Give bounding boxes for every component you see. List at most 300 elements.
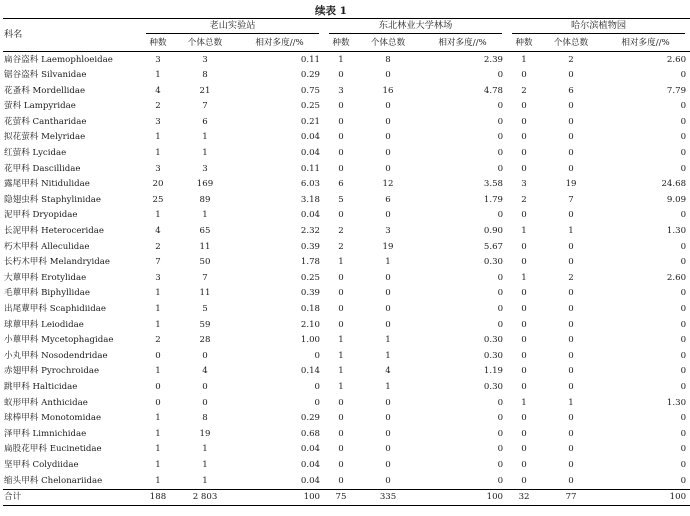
family-name-cell: 锯谷盗科 Silvanidae [4, 70, 87, 81]
individual-total-cell: 0 [568, 304, 574, 314]
species-count-cell: 5 [338, 194, 344, 205]
relative-abundance-cell: 0 [680, 116, 687, 127]
species-count-cell: 1 [338, 381, 344, 392]
individual-total-cell: 0 [568, 101, 574, 112]
species-count-cell: 4 [155, 226, 161, 237]
relative-abundance-cell: 0 [680, 101, 687, 112]
individual-total-cell: 1 [568, 226, 574, 237]
species-count-cell: 1 [338, 350, 344, 361]
table-row [3, 68, 690, 84]
table-row [3, 83, 690, 99]
header-row-sites [3, 19, 690, 37]
family-name-cell: 赤翅甲科 Pyrochroidae [4, 366, 100, 377]
species-count-cell: 0 [338, 272, 344, 283]
relative-abundance-cell: 0.29 [300, 413, 321, 424]
individual-total-header: 个体总数 [370, 38, 406, 49]
family-name-cell: 蚁形甲科 Anthicidae [4, 397, 88, 408]
individual-total-cell: 0 [385, 397, 391, 408]
relative-abundance-cell: 6.03 [300, 179, 321, 190]
relative-abundance-cell: 3.18 [300, 194, 321, 205]
family-name-cell: 小蕈甲科 Mycetophagidae [4, 335, 114, 346]
species-count-cell: 75 [324, 489, 358, 505]
table-row [3, 333, 690, 349]
individual-total-cell: 0 [568, 428, 574, 439]
family-name-cell: 花萤科 Cantharidae [4, 116, 87, 127]
species-count-cell: 1 [155, 148, 161, 159]
species-count-cell: 0 [521, 116, 527, 127]
species-count-cell: 0 [521, 257, 527, 268]
relative-abundance-cell: 0.39 [300, 241, 321, 252]
species-count-cell: 4 [155, 85, 161, 96]
family-name-cell: 泽甲科 Limnichidae [4, 428, 87, 439]
individual-total-cell: 0 [568, 444, 574, 455]
relative-abundance-cell: 0 [497, 413, 504, 424]
individual-total-cell: 3 [385, 226, 391, 237]
species-count-cell: 0 [338, 413, 344, 424]
individual-total-cell: 1 [202, 459, 208, 470]
family-name-cell: 球蕈甲科 Leiodidae [4, 319, 84, 330]
table-row [3, 114, 690, 130]
table-row [3, 286, 690, 302]
table-row [3, 457, 690, 473]
relative-abundance-cell: 0.14 [300, 366, 321, 377]
individual-total-cell: 1 [202, 475, 208, 486]
site-header-harbin-botanical-garden: 哈尔滨植物园 [507, 19, 690, 37]
site-header-laoshan: 老山实验站 [141, 19, 324, 37]
individual-total-cell: 1 [385, 350, 391, 361]
individual-total-cell: 3 [202, 54, 208, 65]
species-count-cell: 1 [155, 288, 161, 299]
relative-abundance-cell: 2.60 [666, 272, 687, 283]
individual-total-cell: 7 [202, 272, 208, 283]
individual-total-cell: 1 [385, 381, 391, 392]
relative-abundance-cell: 0 [497, 459, 504, 470]
relative-abundance-cell: 1.00 [300, 335, 321, 346]
site-header-nefu-forest-farm: 东北林业大学林场 [324, 19, 507, 37]
table-row [3, 130, 690, 146]
species-count-cell: 0 [338, 288, 344, 299]
species-count-cell: 20 [152, 179, 164, 190]
species-count-cell: 2 [338, 226, 344, 237]
table-row [3, 208, 690, 224]
table-row [3, 395, 690, 411]
species-count-cell: 0 [521, 350, 527, 361]
individual-total-cell: 1 [202, 132, 208, 143]
species-count-cell: 188 [141, 489, 175, 505]
individual-total-cell: 4 [385, 366, 391, 377]
relative-abundance-cell: 0 [497, 132, 504, 143]
individual-total-cell: 0 [202, 397, 208, 408]
individual-total-cell: 1 [202, 444, 208, 455]
individual-total-cell: 0 [568, 132, 574, 143]
species-count-cell: 1 [338, 335, 344, 346]
species-count-cell: 0 [338, 304, 344, 314]
relative-abundance-cell: 1.30 [666, 397, 687, 408]
species-count-cell: 1 [155, 413, 161, 424]
relative-abundance-cell: 0.11 [300, 54, 321, 65]
individual-total-cell: 0 [568, 288, 574, 299]
individual-total-cell: 0 [202, 350, 208, 361]
individual-total-cell: 12 [382, 179, 394, 190]
species-count-cell: 0 [338, 116, 344, 127]
species-count-cell: 2 [155, 335, 161, 346]
family-name-cell: 小丸甲科 Nosodendridae [4, 350, 108, 361]
species-count-cell: 1 [155, 132, 161, 143]
table-row [3, 161, 690, 177]
family-name-cell: 扁谷盗科 Laemophloeidae [4, 54, 113, 65]
family-name-cell: 拟花萤科 Melyridae [4, 132, 86, 143]
individual-total-cell: 6 [385, 194, 391, 205]
individual-total-cell: 0 [385, 288, 391, 299]
individual-total-cell: 0 [568, 381, 574, 392]
relative-abundance-cell: 7.79 [666, 85, 687, 96]
species-count-cell: 0 [521, 132, 527, 143]
relative-abundance-cell: 0.21 [300, 116, 321, 127]
relative-abundance-cell: 2.60 [666, 54, 687, 65]
species-count-cell: 2 [521, 85, 527, 96]
table-row [3, 224, 690, 240]
species-count-cell: 0 [521, 241, 527, 252]
relative-abundance-cell: 0 [497, 210, 504, 221]
individual-total-cell: 0 [568, 475, 574, 486]
relative-abundance-cell: 0 [680, 241, 687, 252]
species-count-cell: 0 [338, 459, 344, 470]
relative-abundance-cell: 0 [680, 381, 687, 392]
species-count-cell: 1 [338, 366, 344, 377]
species-count-cell: 0 [521, 70, 527, 81]
relative-abundance-cell: 0 [497, 101, 504, 112]
relative-abundance-cell: 0.30 [483, 257, 504, 268]
species-count-cell: 2 [521, 194, 527, 205]
relative-abundance-cell: 0.30 [483, 335, 504, 346]
individual-total-cell: 2 [568, 272, 574, 283]
table-row [3, 426, 690, 442]
family-name-cell: 泥甲科 Dryopidae [4, 210, 78, 221]
relative-abundance-cell: 0.04 [300, 132, 321, 143]
individual-total-cell: 0 [385, 475, 391, 486]
individual-total-cell: 0 [385, 148, 391, 159]
relative-abundance-cell: 0.29 [300, 70, 321, 81]
species-count-cell: 0 [155, 381, 161, 392]
species-count-cell: 3 [338, 85, 344, 96]
relative-abundance-cell: 0.11 [300, 163, 321, 174]
family-name-cell: 花甲科 Dascillidae [4, 163, 81, 174]
species-count-cell: 1 [155, 210, 161, 221]
individual-total-cell: 5 [202, 304, 208, 314]
total-row [3, 489, 690, 505]
table-row [3, 442, 690, 458]
relative-abundance-cell: 0.68 [300, 428, 321, 439]
relative-abundance-cell: 0 [680, 350, 687, 361]
individual-total-cell: 0 [568, 70, 574, 81]
individual-total-cell: 0 [202, 381, 208, 392]
relative-abundance-cell: 0 [497, 319, 504, 330]
relative-abundance-cell: 0 [497, 148, 504, 159]
individual-total-cell: 8 [202, 413, 208, 424]
individual-total-cell: 0 [568, 459, 574, 470]
individual-total-cell: 21 [199, 85, 211, 96]
species-count-cell: 0 [338, 210, 344, 221]
table-row [3, 146, 690, 162]
relative-abundance-cell: 0 [680, 459, 687, 470]
individual-total-cell: 89 [199, 194, 211, 205]
individual-total-cell: 0 [385, 304, 391, 314]
individual-total-cell: 6 [202, 116, 208, 127]
relative-abundance-cell: 0 [497, 475, 504, 486]
relative-abundance-cell: 0.04 [300, 210, 321, 221]
individual-total-cell: 4 [202, 366, 208, 377]
individual-total-cell: 11 [199, 288, 211, 299]
species-count-cell: 0 [521, 210, 527, 221]
table-row [3, 348, 690, 364]
species-count-cell: 0 [155, 397, 161, 408]
individual-total-cell: 7 [568, 194, 574, 205]
table-row [3, 52, 690, 68]
individual-total-cell: 0 [385, 319, 391, 330]
relative-abundance-cell: 9.09 [666, 194, 687, 205]
relative-abundance-cell: 0 [497, 116, 504, 127]
relative-abundance-cell: 0.18 [300, 304, 321, 314]
relative-abundance-cell: 0.04 [300, 444, 321, 455]
species-count-header: 种数 [515, 38, 533, 49]
table-row [3, 177, 690, 193]
individual-total-cell: 0 [568, 116, 574, 127]
individual-total-cell: 77 [541, 489, 601, 505]
individual-total-cell: 0 [385, 459, 391, 470]
species-count-cell: 0 [338, 319, 344, 330]
species-count-cell: 1 [155, 459, 161, 470]
individual-total-cell: 0 [385, 70, 391, 81]
species-count-cell: 0 [521, 319, 527, 330]
individual-total-cell: 0 [385, 444, 391, 455]
relative-abundance-cell: 0 [680, 475, 687, 486]
species-count-cell: 1 [155, 304, 161, 314]
individual-total-cell: 11 [199, 241, 211, 252]
species-count-cell: 0 [338, 101, 344, 112]
relative-abundance-cell: 0 [497, 397, 504, 408]
relative-abundance-cell: 0 [314, 381, 321, 392]
table-caption: 续表 1 [315, 5, 347, 17]
table-row [3, 379, 690, 395]
species-count-cell: 1 [155, 319, 161, 330]
relative-abundance-cell: 100 [235, 489, 324, 505]
relative-abundance-cell: 2.32 [300, 226, 321, 237]
individual-total-header: 个体总数 [187, 38, 223, 49]
relative-abundance-cell: 0 [680, 288, 687, 299]
species-count-cell: 0 [521, 459, 527, 470]
relative-abundance-cell: 0 [680, 413, 687, 424]
individual-total-cell: 0 [385, 101, 391, 112]
individual-total-cell: 0 [568, 257, 574, 268]
species-count-cell: 2 [338, 241, 344, 252]
species-count-header: 种数 [332, 38, 350, 49]
species-count-cell: 3 [155, 116, 161, 127]
individual-total-cell: 0 [568, 335, 574, 346]
individual-total-cell: 0 [568, 413, 574, 424]
family-name-cell: 红萤科 Lycidae [4, 148, 67, 159]
species-count-cell: 3 [155, 272, 161, 283]
species-count-cell: 0 [155, 350, 161, 361]
species-count-cell: 0 [338, 148, 344, 159]
relative-abundance-cell: 0 [680, 132, 687, 143]
species-count-cell: 1 [338, 257, 344, 268]
relative-abundance-cell: 0 [680, 148, 687, 159]
relative-abundance-header: 相对多度//% [438, 38, 487, 49]
table-row [3, 364, 690, 380]
family-name-cell: 隐翅虫科 Staphylinidae [4, 194, 101, 205]
species-count-cell: 0 [338, 163, 344, 174]
relative-abundance-cell: 0.39 [300, 288, 321, 299]
family-name-cell: 露尾甲科 Nitidulidae [4, 179, 90, 190]
species-count-cell: 2 [155, 101, 161, 112]
relative-abundance-cell: 100 [418, 489, 507, 505]
table-body [3, 52, 690, 506]
relative-abundance-cell: 0.25 [300, 101, 321, 112]
relative-abundance-cell: 0 [680, 335, 687, 346]
family-name-cell: 花蚤科 Mordellidae [4, 85, 86, 96]
species-count-cell: 1 [155, 70, 161, 81]
relative-abundance-cell: 3.58 [483, 179, 504, 190]
species-count-cell: 32 [507, 489, 541, 505]
species-count-cell: 0 [521, 335, 527, 346]
relative-abundance-cell: 0 [497, 272, 504, 283]
species-count-cell: 0 [521, 304, 527, 314]
individual-total-cell: 1 [202, 210, 208, 221]
individual-total-cell: 0 [385, 163, 391, 174]
relative-abundance-cell: 0.04 [300, 475, 321, 486]
family-name-cell: 扁股花甲科 Eucinetidae [4, 444, 102, 455]
species-count-cell: 0 [521, 428, 527, 439]
table-row [3, 411, 690, 427]
species-count-cell: 0 [521, 148, 527, 159]
relative-abundance-cell: 0 [497, 428, 504, 439]
species-count-cell: 1 [338, 54, 344, 65]
family-name-cell: 毛蕈甲科 Biphyllidae [4, 288, 91, 299]
family-name-cell: 球棒甲科 Monotomidae [4, 413, 102, 424]
species-count-cell: 1 [521, 272, 527, 283]
species-count-cell: 0 [521, 288, 527, 299]
species-count-cell: 0 [338, 132, 344, 143]
individual-total-cell: 7 [202, 101, 208, 112]
individual-total-cell: 6 [568, 85, 574, 96]
species-count-cell: 0 [521, 381, 527, 392]
individual-total-cell: 0 [385, 428, 391, 439]
species-count-cell: 6 [338, 179, 344, 190]
species-count-cell: 0 [521, 366, 527, 377]
species-count-cell: 2 [155, 241, 161, 252]
relative-abundance-cell: 24.68 [661, 179, 687, 190]
individual-total-cell: 59 [199, 319, 211, 330]
family-name-cell: 坚甲科 Colydiidae [4, 459, 79, 470]
relative-abundance-cell: 0.04 [300, 148, 321, 159]
species-count-cell: 1 [155, 428, 161, 439]
species-count-cell: 0 [521, 163, 527, 174]
table-row [3, 99, 690, 115]
relative-abundance-cell: 0 [314, 350, 321, 361]
table-row [3, 317, 690, 333]
relative-abundance-header: 相对多度//% [255, 38, 304, 49]
species-count-cell: 0 [338, 475, 344, 486]
relative-abundance-cell: 0.04 [300, 459, 321, 470]
family-name-cell: 朽木甲科 Alleculidae [4, 241, 90, 252]
species-count-cell: 1 [521, 397, 527, 408]
family-name-cell: 跳甲科 Halticidae [4, 381, 78, 392]
family-name-cell: 长朽木甲科 Melandryidae [4, 257, 110, 268]
table-row [3, 239, 690, 255]
family-name-cell: 缩头甲科 Chelonariidae [4, 475, 103, 486]
individual-total-cell: 8 [385, 54, 391, 65]
relative-abundance-cell: 0.25 [300, 272, 321, 283]
relative-abundance-cell: 4.78 [483, 85, 504, 96]
species-count-cell: 0 [521, 444, 527, 455]
individual-total-cell: 0 [385, 132, 391, 143]
individual-total-cell: 65 [199, 226, 211, 237]
family-name-cell: 大蕈甲科 Erotylidae [4, 272, 87, 283]
relative-abundance-cell: 0 [680, 444, 687, 455]
individual-total-cell: 2 803 [175, 489, 235, 505]
species-count-cell: 1 [521, 54, 527, 65]
individual-total-cell: 0 [385, 116, 391, 127]
species-count-header: 种数 [149, 38, 167, 49]
individual-total-cell: 1 [202, 148, 208, 159]
relative-abundance-cell: 1.30 [666, 226, 687, 237]
relative-abundance-cell: 0 [680, 257, 687, 268]
individual-total-cell: 335 [358, 489, 418, 505]
relative-abundance-cell: 1.79 [483, 194, 504, 205]
relative-abundance-cell: 0 [497, 444, 504, 455]
species-count-cell: 1 [155, 366, 161, 377]
individual-total-cell: 28 [199, 335, 211, 346]
relative-abundance-cell: 1.78 [300, 257, 321, 268]
family-name-cell: 长泥甲科 Heteroceridae [4, 226, 104, 237]
relative-abundance-cell: 0.75 [300, 85, 321, 96]
individual-total-cell: 0 [385, 413, 391, 424]
species-count-cell: 0 [338, 444, 344, 455]
species-count-cell: 1 [155, 444, 161, 455]
species-count-cell: 7 [155, 257, 161, 268]
relative-abundance-cell: 0 [314, 397, 321, 408]
table-row [3, 255, 690, 271]
relative-abundance-cell: 0 [680, 366, 687, 377]
relative-abundance-cell: 0 [497, 163, 504, 174]
relative-abundance-cell: 0 [680, 163, 687, 174]
individual-total-cell: 0 [568, 366, 574, 377]
individual-total-cell: 1 [385, 335, 391, 346]
individual-total-cell: 0 [385, 210, 391, 221]
family-name-cell: 萤科 Lampyridae [4, 101, 76, 112]
relative-abundance-cell: 0.90 [483, 226, 504, 237]
species-count-cell: 3 [521, 179, 527, 190]
relative-abundance-cell: 0.30 [483, 381, 504, 392]
relative-abundance-cell: 0 [497, 304, 504, 314]
relative-abundance-cell: 0 [497, 70, 504, 81]
relative-abundance-cell: 2.39 [483, 54, 504, 65]
species-count-cell: 1 [521, 226, 527, 237]
species-count-cell: 3 [155, 163, 161, 174]
relative-abundance-cell: 0 [680, 428, 687, 439]
table-row [3, 270, 690, 286]
individual-total-cell: 2 [568, 54, 574, 65]
family-name-cell: 出尾蕈甲科 Scaphidiidae [4, 304, 107, 314]
individual-total-cell: 3 [202, 163, 208, 174]
individual-total-cell: 1 [568, 397, 574, 408]
individual-total-cell: 169 [196, 179, 214, 190]
species-count-cell: 1 [155, 475, 161, 486]
individual-total-header: 个体总数 [553, 38, 589, 49]
species-count-cell: 3 [155, 54, 161, 65]
relative-abundance-cell: 2.10 [300, 319, 321, 330]
relative-abundance-cell: 0 [680, 70, 687, 81]
